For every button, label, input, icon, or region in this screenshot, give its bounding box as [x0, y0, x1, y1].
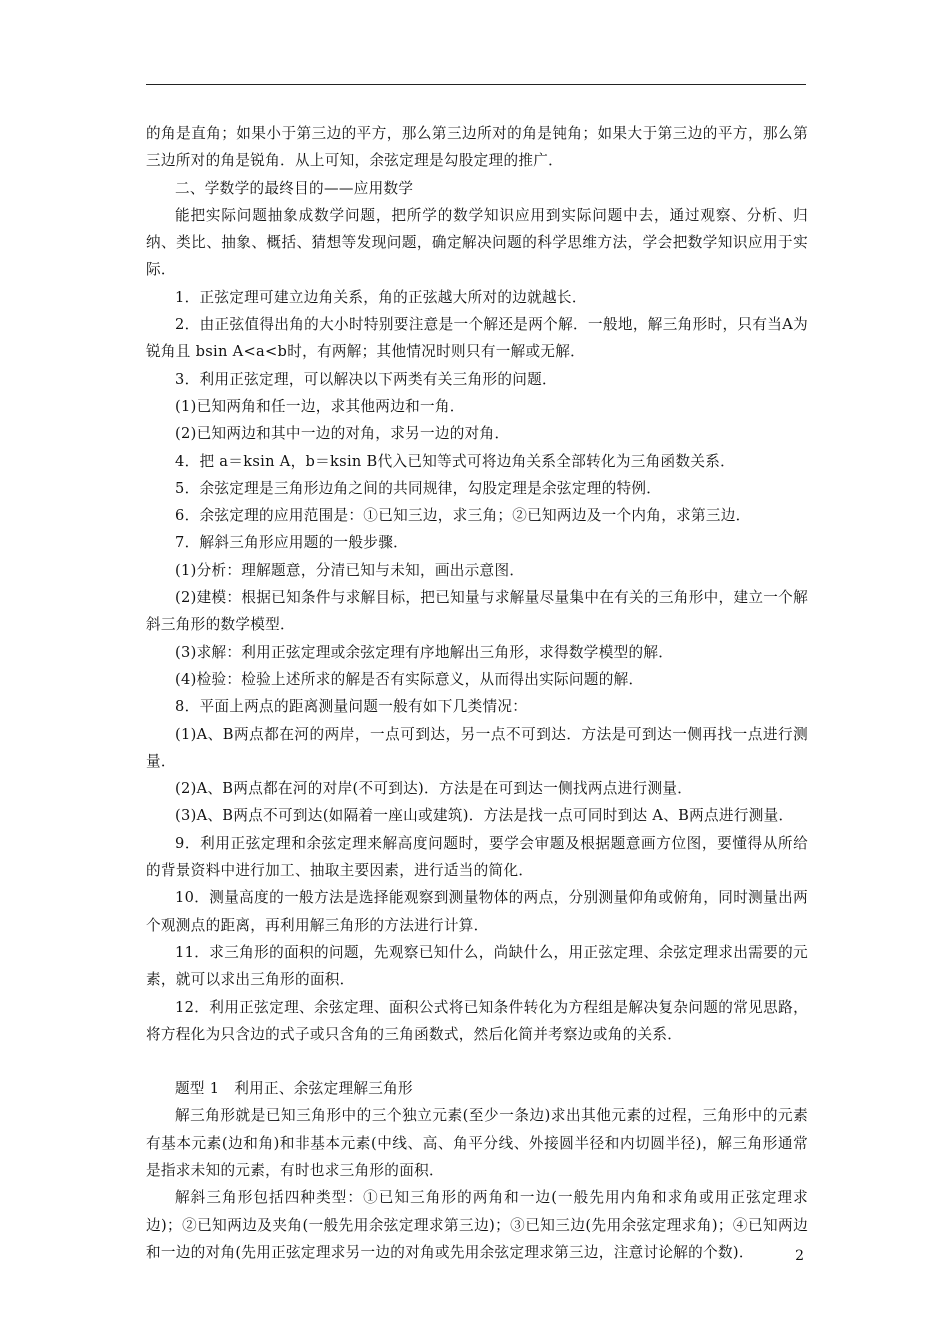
sub-item: (1)A、B两点都在河的两岸，一点可到达，另一点不可到达．方法是可到达一侧再找一点进行测量． [146, 725, 808, 770]
paragraph: 能把实际问题抽象成数学问题，把所学的数学知识应用到实际问题中去，通过观察、分析、归纳、类比、抽象、概括、猜想等发现问题，确定解决问题的科学思维方法，学会把数学知识应用于实际． [146, 206, 808, 279]
list-item: 10．测量高度的一般方法是选择能观察到测量物体的两点，分别测量仰角或俯角，同时测量出两个观测点的距离，再利用解三角形的方法进行计算． [146, 889, 808, 934]
section-heading: 二、学数学的最终目的——应用数学 [175, 179, 414, 197]
list-item: 9．利用正弦定理和余弦定理来解高度问题时，要学会审题及根据题意画方位图，要懂得从所给的背景资料中进行加工、抽取主要因素，进行适当的简化． [146, 834, 808, 880]
sub-item: (3)求解：利用正弦定理或余弦定理有序地解出三角形，求得数学模型的解． [175, 643, 674, 661]
document-body [146, 120, 808, 1266]
header-rule [146, 84, 806, 85]
list-item: 11．求三角形的面积的问题，先观察已知什么，尚缺什么，用正弦定理、余弦定理求出需要的元素，就可以求出三角形的面积． [146, 943, 808, 989]
paragraph: 的角是直角；如果小于第三边的平方，那么第三边所对的角是钝角；如果大于第三边的平方，那么第三边所对的角是锐角．从上可知，余弦定理是勾股定理的推广． [146, 125, 808, 170]
paragraph: 解三角形就是已知三角形中的三个独立元素(至少一条边)求出其他元素的过程，三角形中的元素有基本元素(边和角)和非基本元素(中线、高、角平分线、外接圆半径和内切圆半径)，解三角形通常是指求未知的元素，有时也求三角形的面积． [146, 1107, 808, 1179]
list-item: 1．正弦定理可建立边角关系，角的正弦越大所对的边就越长． [175, 288, 587, 306]
sub-item: (2)A、B两点都在河的对岸(不可到达)．方法是在可到达一侧找两点进行测量． [175, 780, 693, 798]
sub-item: (1)已知两角和任一边，求其他两边和一角． [175, 397, 465, 415]
sub-item: (4)检验：检验上述所求的解是否有实际意义，从而得出实际问题的解． [175, 670, 644, 688]
list-item: 2．由正弦值得出角的大小时特别要注意是一个解还是两个解．一般地，解三角形时，只有当A为锐角且 bsin A<a<b时，有两解；其他情况时则只有一解或无解． [146, 316, 808, 361]
spacer [146, 1048, 808, 1075]
topic-heading: 题型 1 利用正、余弦定理解三角形 [175, 1080, 413, 1098]
sub-item: (2)已知两边和其中一边的对角，求另一边的对角． [175, 425, 510, 443]
page-number: 2 [795, 1248, 804, 1264]
list-item: 3．利用正弦定理，可以解决以下两类有关三角形的问题． [175, 370, 557, 388]
list-item: 7．解斜三角形应用题的一般步骤． [175, 534, 408, 552]
paragraph: 解斜三角形包括四种类型：①已知三角形的两角和一边(一般先用内角和求角或用正弦定理求边)；②已知两边及夹角(一般先用余弦定理求第三边)；③已知三边(先用余弦定理求角)；④已知两边和一边的对角(先用正弦定理求另一边的对角或先用余弦定理求第三边，注意讨论解的个数)． [146, 1189, 808, 1261]
list-item: 8．平面上两点的距离测量问题一般有如下几类情况： [175, 698, 528, 716]
list-item: 5．余弦定理是三角形边角之间的共同规律，勾股定理是余弦定理的特例． [175, 479, 662, 497]
list-item: 4．把 a＝ksin A，b＝ksin B代入已知等式可将边角关系全部转化为三角函数关系． [175, 452, 736, 470]
list-item: 6．余弦定理的应用范围是：①已知三边，求三角；②已知两边及一个内角，求第三边． [175, 507, 751, 525]
sub-item: (1)分析：理解题意，分清已知与未知，画出示意图． [175, 561, 525, 579]
list-item: 12．利用正弦定理、余弦定理、面积公式将已知条件转化为方程组是解决复杂问题的常见思路，将方程化为只含边的式子或只含角的三角函数式，然后化简并考察边或角的关系． [146, 998, 808, 1043]
sub-item: (3)A、B两点不可到达(如隔着一座山或建筑)．方法是找一点可同时到达 A、B两点进行测量． [175, 807, 794, 825]
sub-item: (2)建模：根据已知条件与求解目标，把已知量与求解量尽量集中在有关的三角形中，建立一个解斜三角形的数学模型． [146, 589, 808, 634]
